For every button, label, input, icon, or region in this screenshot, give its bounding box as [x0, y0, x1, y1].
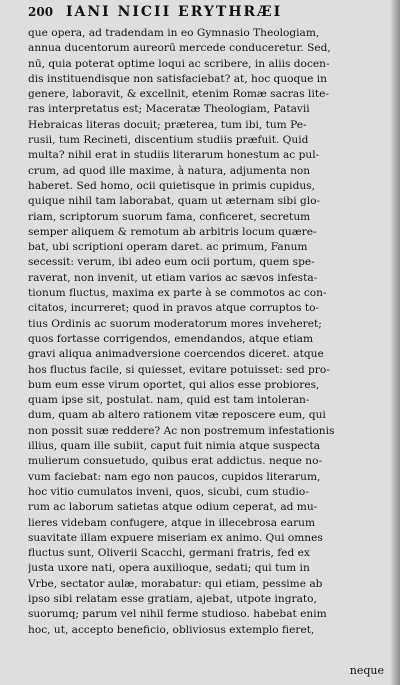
text-line: dis instituendisque non satisfaciebat? at, hoc quoque in: [28, 72, 327, 85]
text-line: Hebraicas literas docuit; præterea, tum ibi, tum Pe-: [28, 118, 307, 131]
text-line: tius Ordinis ac suorum moderatorum mores inveheret;: [28, 317, 322, 330]
text-line: justa uxore nati, opera auxilioque, sedati; qui tum in: [28, 562, 310, 575]
text-line: crum, ad quod ille maxime, à natura, adjumenta non: [28, 164, 311, 177]
text-line: multa? nihil erat in studiis literarum honestum ac pul-: [28, 149, 320, 162]
text-line: suavitate illam expuere miseriam ex animo. Qui omnes: [28, 531, 323, 544]
text-line: fluctus sunt, Oliverii Scacchi, germani fratris, fed ex: [28, 547, 310, 560]
text-line: hoc vitio cumulatos inveni, quos, sicubi, cum studio-: [28, 485, 309, 498]
text-line: Vrbe, sectator aulæ, morabatur: qui etiam, pessime ab: [28, 577, 323, 590]
text-line: bat, ubi scriptioni operam daret. ac primum, Fanum: [28, 241, 308, 254]
text-line: raverat, non invenit, ut etiam varios ac sævos infesta-: [28, 271, 318, 284]
text-line: mulierum consuetudo, quibus erat addictus. neque no-: [28, 455, 323, 468]
text-line: dum, quam ab altero rationem vitæ reposcere eum, qui: [28, 409, 326, 422]
text-line: quos fortasse corrigendos, emendandos, atque etiam: [28, 332, 314, 345]
text-line: quique nihil tam laborabat, quam ut æternam sibi glo-: [28, 195, 321, 208]
text-line: vum faciebat: nam ego non paucos, cupidos literarum,: [28, 470, 321, 483]
text-line: hos fluctus facile, si quiesset, evitare potuisset: sed pro-: [28, 363, 330, 376]
text-line: que opera, ad tradendam in eo Gymnasio Theologiam,: [28, 27, 320, 39]
running-header: [28, 4, 388, 24]
text-line: illius, quam ille subiit, caput fuit nimia atque suspecta: [28, 440, 321, 453]
text-line: riam, scriptorum suorum fama, conficeret, secretum: [28, 210, 311, 223]
page-number: 200: [28, 5, 54, 19]
text-line: ras interpretatus est; Maceratæ Theologiam, Patavii: [28, 103, 310, 116]
page-edge-shadow: [390, 0, 400, 685]
text-line: semper aliquem & remotum ab arbitris locum quære-: [28, 225, 317, 238]
text-line: genere, laboravit, & excellnit, etenim Romæ sacras lite-: [28, 88, 329, 101]
text-line: quam ipse sit, postulat. nam, quid est tam intoleran-: [28, 394, 310, 407]
text-line: gravi aliqua animadversione coercendos diceret. atque: [28, 348, 324, 361]
text-line: haberet. Sed homo, ocii quietisque in primis cupidus,: [28, 179, 315, 192]
text-line: lieres videbam confugere, atque in illecebrosa earum: [28, 516, 316, 529]
body-text: [28, 26, 385, 638]
text-line: non possit suæ reddere? Ac non postremum infestationis: [28, 424, 335, 437]
text-line: tionum fluctus, maxima ex parte à se commotos ac con-: [28, 287, 327, 300]
text-line: hoc, ut, accepto beneficio, obliviosus extemplo fieret,: [28, 623, 315, 636]
text-line: ipso sibi relatam esse gratiam, ajebat, utpote ingrato,: [28, 592, 317, 605]
text-line: annua ducentorum aureorū mercede conduceretur. Sed,: [28, 42, 331, 55]
running-title: IANI NICII ERYTHRÆI: [65, 4, 283, 20]
text-line: rusii, tum Recineti, discentium studiis præfuit. Quid: [28, 134, 309, 147]
text-line: nū, quia poterat optime loqui ac scribere, in aliis docen-: [28, 57, 330, 70]
text-line: bum eum esse virum oportet, qui alios esse probiores,: [28, 378, 320, 391]
text-line: secessit: verum, ibi adeo eum ocii portum, quem spe-: [28, 256, 315, 269]
catchword: neque: [349, 664, 384, 677]
text-line: suorumq; parum vel nihil ferme studioso. habebat enim: [28, 608, 327, 621]
text-line: citatos, incurreret; quod in pravos atque corruptos to-: [28, 302, 320, 315]
text-line: rum ac laborum satietas atque odium ceperat, ad mu-: [28, 501, 318, 514]
